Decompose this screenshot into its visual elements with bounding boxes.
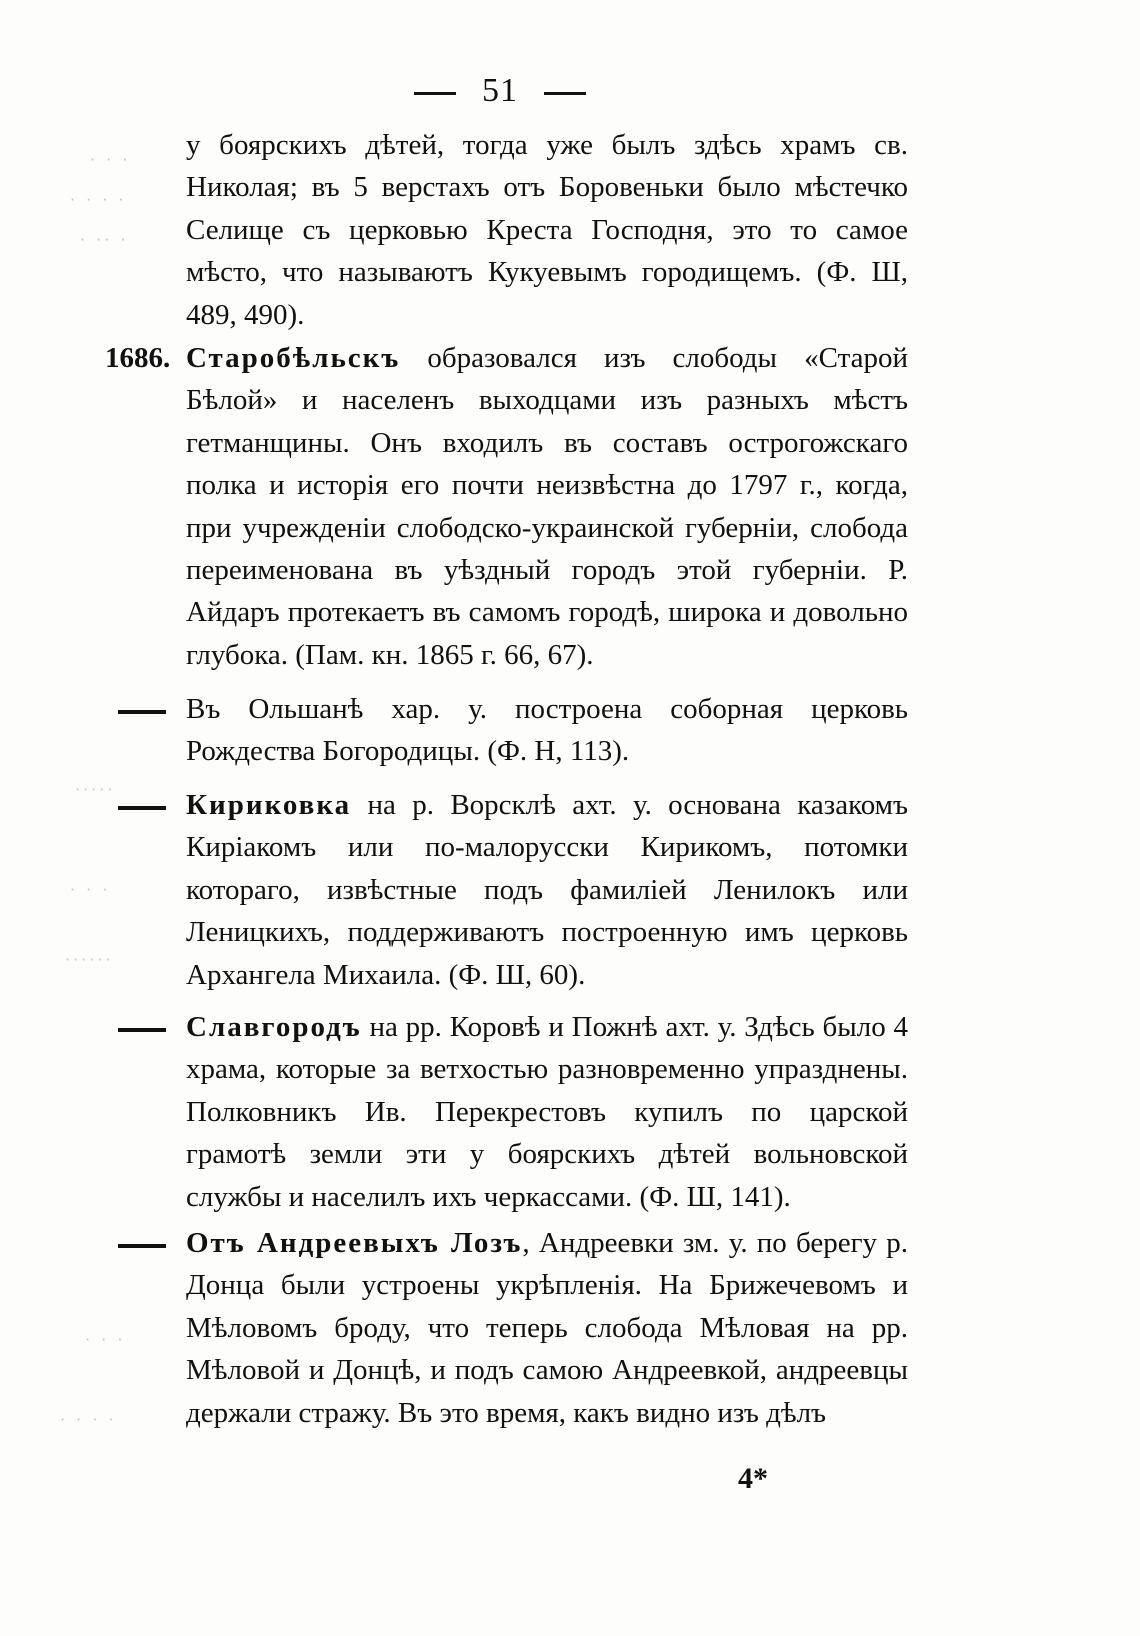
entry-lead: Славгородъ <box>186 1011 362 1043</box>
entry-text <box>186 124 908 336</box>
bleed-through-noise: ····· <box>75 780 116 799</box>
entry-lead: Отъ Андреевыхъ Лозъ <box>186 1227 523 1259</box>
entry-body: , Андреевки зм. у. по берегу р. Донца были устроены укрѣпленія. На Брижечевомъ и Мѣловомъ броду, что теперь слобода Мѣловая на рр. Мѣловой и Донцѣ, и подъ самою Андреевкой, андреевцы держали стражу. Въ это время, какъ видно изъ дѣлъ <box>186 1227 908 1429</box>
entry-lead: Кириковка <box>186 789 352 821</box>
entry-dash-marker <box>118 806 166 810</box>
bleed-through-noise: · · · · <box>70 190 127 209</box>
entry-dash-marker <box>118 1028 166 1032</box>
entry-lead: Старобѣльскъ <box>186 342 401 374</box>
entry-body: у боярскихъ дѣтей, тогда уже былъ здѣсь храмъ св. Николая; въ 5 верстахъ отъ Боровеньки было мѣстечко Селище съ церковью Креста Господня, это то самое мѣсто, что называютъ Кукуевымъ городищемъ. (Ф. Ш, 489, 490). <box>186 129 908 331</box>
entry-text <box>186 337 908 676</box>
bleed-through-noise: · · · <box>90 150 131 169</box>
page-number-dash-left <box>414 92 456 95</box>
entry-text <box>186 1222 908 1434</box>
page-number-value: 51 <box>482 72 518 109</box>
entry-dash-marker <box>118 710 166 714</box>
bleed-through-noise: · · · <box>85 1330 126 1349</box>
page-number-dash-right <box>544 92 586 95</box>
entry-dash-marker <box>118 1244 166 1248</box>
signature-mark: 4* <box>738 1462 768 1495</box>
entry-year-marker: 1686. <box>105 342 171 374</box>
entry-body: на рр. Коровѣ и Пожнѣ ахт. у. Здѣсь было 4 храма, которые за ветхостью разновременно упразднены. Полковникъ Ив. Перекрестовъ купилъ по царской грамотѣ земли эти у боярскихъ дѣтей вольновской службы и населилъ ихъ черкассами. (Ф. Ш, 141). <box>186 1011 908 1213</box>
bleed-through-noise: · · · · <box>60 1410 117 1429</box>
entry-text <box>186 688 908 773</box>
entry-text <box>186 784 908 996</box>
entry-body: Въ Ольшанѣ хар. у. построена соборная церковь Рождества Богородицы. (Ф. Н, 113). <box>186 693 908 768</box>
entry-body: на р. Ворсклѣ ахт. у. основана казакомъ Киріакомъ или по-малорусски Кирикомъ, потомки котораго, извѣстные подъ фамиліей Ленилокъ или Леницкихъ, поддерживаютъ построенную имъ церковь Архангела Михаила. (Ф. Ш, 60). <box>186 789 908 991</box>
entry-body: образовался изъ слободы «Старой Бѣлой» и населенъ выходцами изъ разныхъ мѣстъ гетманщины. Онъ входилъ въ составъ острогожскаго полка и исторія его почти неизвѣстна до 1797 г., когда, при учрежденіи слободско-украинской губерніи, слобода переименована въ уѣздный городъ этой губерніи. Р. Айдаръ протекаетъ въ самомъ городѣ, широка и довольно глубока. (Пам. кн. 1865 г. 66, 67). <box>186 342 908 671</box>
page-number <box>0 72 1000 110</box>
bleed-through-noise: · · · <box>70 880 111 899</box>
bleed-through-noise: · ·· · <box>80 230 129 249</box>
entry-text <box>186 1006 908 1218</box>
bleed-through-noise: ······ <box>65 950 114 969</box>
